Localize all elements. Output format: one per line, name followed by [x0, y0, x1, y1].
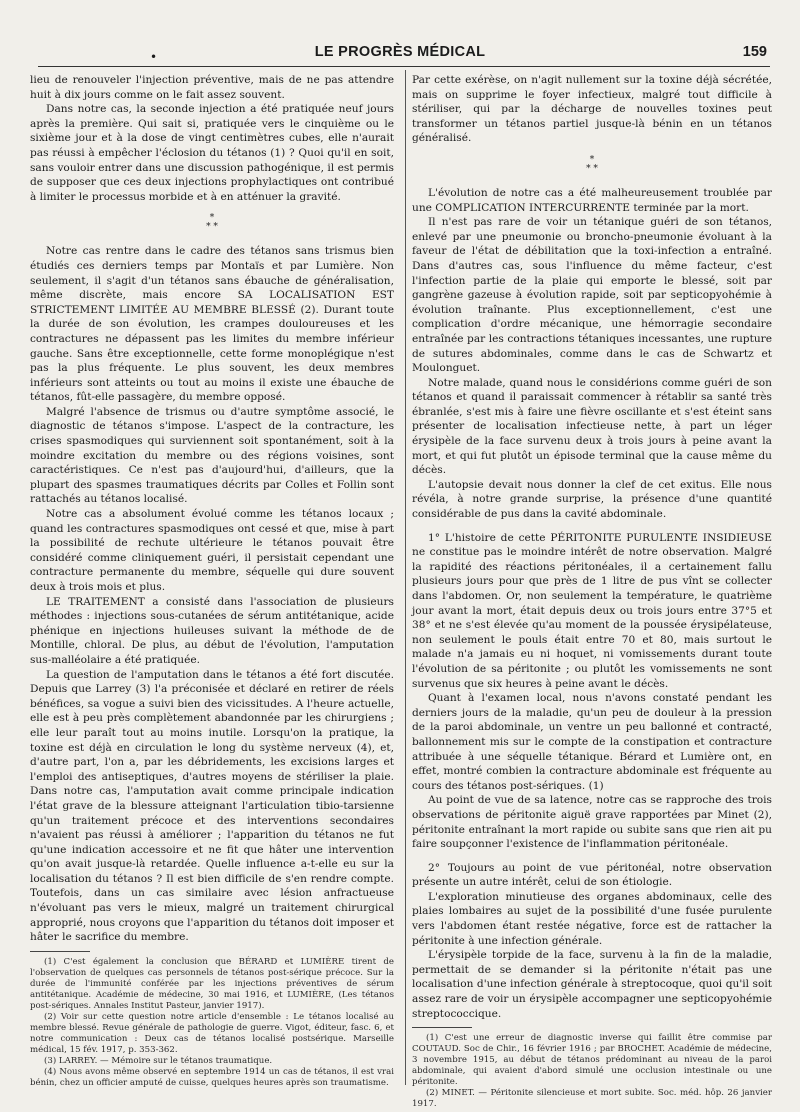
- paragraph: Par cette exérèse, on n'agit nullement sur la toxine déjà sécrétée, mais on supprime le foyer infectieux, malgré tout difficile à stériliser, qui par la décharge de nouvelles toxines peut transformer un tétanos partiel jusque-là bénin en un tétanos généralisé.: [412, 74, 772, 145]
- section-gap: [412, 522, 772, 531]
- left-column: [30, 73, 394, 1098]
- paragraph: 1° L'histoire de cette PÉRITONITE PURULENTE INSIDIEUSE ne constitue pas le moindre intérêt de notre observation. Malgré la rapidité des réactions péritonéales, il a certainement fallu plusieurs jours pour que près de 1 litre de pus vînt se collecter dans l'abdomen. Or, non seulement la température, le quatrième jour avant la mort, était depuis deux ou trois jours entre 37°5 et 38° et ne s'est élevée qu'au moment de la poussée érysipélateuse, non seulement le pouls était entre 70 et 80, mais surtout le malade n'a jamais eu ni hoquet, ni vomissements durant toute l'évolution de sa péritonite ; ou plutôt les vomissements ne sont survenus que six heures à peine avant le décès.: [412, 531, 772, 690]
- page-number: 159: [742, 44, 767, 60]
- paragraph: LE TRAITEMENT a consisté dans l'association de plusieurs méthodes : injections sous-cutanées de sérum antitétanique, acide phénique en injections huileuses suivant la méthode de de Montille, chloral. De plus, au début de l'évolution, l'amputation sus-malléolaire a été pratiquée.: [30, 595, 394, 666]
- paragraph: Notre cas a absolument évolué comme les tétanos locaux ; quand les contractures spasmodiques ont cessé et que, mise à part la possibilité de rechute ultérieure le tétanos pouvait être considéré comme cliniquement guéri, il persistait cependant une contracture permanente du membre, séquelle qui dure souvent deux à trois mois et plus.: [30, 508, 394, 593]
- paragraph: Dans notre cas, la seconde injection a été pratiquée neuf jours après la première. Qui sait si, pratiquée vers le cinquième ou le sixième jour et à la dose de vingt centimètres cubes, elle n'aurait pas réussi à empêcher l'éclosion du tétanos (1) ? Quoi qu'il en soit, sans vouloir entrer dans une discussion pathogénique, il est permis de supposer que ces deux injections prophylactiques ont contribué à limiter le processus morbide et à en atténuer la gravité.: [30, 103, 394, 203]
- paragraph: Au point de vue de sa latence, notre cas se rapproche des trois observations de péritonite aiguë grave rapportées par Minet (2), péritonite entraînant la mort rapide ou subite sans que rien ait pu faire soupçonner l'existence de l'inflammation péritonéale.: [412, 794, 772, 851]
- footnote: (1) C'est également la conclusion que BÉRARD et LUMIÈRE tirent de l'observation de quelques cas personnels de tétanos post-sérique précoce. Sur la durée de l'immunité conférée par les injections préventives de sérum antitétanique. Académie de médecine, 30 mai 1916, et LUMIÈRE, (Les tétanos post-sériques. Annales Institut Pasteur, janvier 1917).: [30, 956, 394, 1011]
- section-separator: [30, 214, 394, 232]
- paragraph: Il n'est pas rare de voir un tétanique guéri de son tétanos, enlevé par une pneumonie ou broncho-pneumonie évoluant à la faveur de l'état de débilitation que la toxi-infection a entraîné. Dans d'autres cas, sous l'influence du même facteur, c'est l'infection partie de la plaie qui emporte le blessé, soit par gangrène gazeuse à évolution rapide, soit par septicopyohémie à évolution traînante. Plus exceptionnellement, c'est une complication d'ordre mécanique, une hémorragie secondaire entraînée par les contractions tétaniques incessantes, une rupture de sutures abdominales, comme dans le cas de Schwartz et Moulonguet.: [412, 216, 772, 375]
- header-dot: •: [150, 50, 158, 64]
- paragraph: Notre malade, quand nous le considérions comme guéri de son tétanos et quand il paraissait commencer à rétablir sa santé très ébranlée, s'est mis à faire une fièvre oscillante et s'est éteint sans présenter de localisation infectieuse nette, à part un léger érysipèle de la face survenu deux à trois jours à peine avant la mort, et qui fut plutôt un épisode terminal que la cause même du décès.: [412, 376, 772, 477]
- paragraph: lieu de renouveler l'injection préventive, mais de ne pas attendre huit à dix jours comme on le fait assez souvent.: [30, 74, 394, 101]
- header-rule: [38, 66, 770, 67]
- footnote-rule: [30, 951, 90, 952]
- paragraph: Malgré l'absence de trismus ou d'autre symptôme associé, le diagnostic de tétanos s'impose. L'aspect de la contracture, les crises spasmodiques qui surviennent soit spontanément, soit à la moindre excitation du membre ou des régions voisines, sont caractéristiques. Ce n'est pas d'aujourd'hui, d'ailleurs, que la plupart des spasmes traumatiques décrits par Colles et Follin sont rattachés au tétanos localisé.: [30, 405, 394, 506]
- separator-star: *: [209, 213, 215, 224]
- footnote: (2) Voir sur cette question notre article d'ensemble : Le tétanos localisé au membre blessé. Revue générale de pathologie de guerre. Vigot, éditeur, fasc. 6, et notre communication : Deux cas de tétanos localisé postsérique. Marseille médical, 15 fév. 1917, p. 353-362.: [30, 1011, 394, 1055]
- journal-title: LE PROGRÈS MÉDICAL: [314, 44, 486, 60]
- footnote: (2) MINET. — Péritonite silencieuse et mort subite. Soc. méd. hôp. 26 janvier 1917.: [412, 1088, 772, 1110]
- section-gap: [412, 852, 772, 861]
- paragraph: L'exploration minutieuse des organes abdominaux, celle des plaies lombaires au sujet de la possibilité d'une fusée purulente vers l'abdomen étant restée négative, force est de rattacher la péritonite à une infection générale.: [412, 890, 772, 947]
- separator-star: *: [589, 154, 595, 165]
- separator-stars: * *: [206, 222, 218, 233]
- paragraph: La question de l'amputation dans le tétanos a été fort discutée. Depuis que Larrey (3) l'a préconisée et déclaré en retirer de réels bénéfices, sa vogue a suivi bien des vicissitudes. A l'heure actuelle, elle est à peu près complètement abandonnée par les chirurgiens ; elle leur paraît tout au moins inutile. Lorsqu'on la pratique, la toxine est déjà en circulation le long du système nerveux (4), et, d'autre part, l'on a, par les débridements, les excisions larges et l'emploi des antiseptiques, d'autres moyens de stériliser la plaie. Dans notre cas, l'amputation avait comme principale indication l'état grave de la blessure atteignant l'articulation tibio-tarsienne qu'un traitement précoce et des interventions secondaires n'avaient pas réussi à améliorer ; l'apparition du tétanos ne fut qu'une indication accessoire et ne fit que hâter une intervention qu'on avait jusque-là retardée. Quelle influence a-t-elle eu sur la localisation du tétanos ? Il est bien difficile de s'en rendre compte. Toutefois, dans un cas similaire avec lésion anfractueuse n'évoluant pas vers le mieux, malgré un traitement chirurgical approprié, nous croyons que l'apparition du tétanos doit imposer et hâter le sacrifice du membre.: [30, 668, 394, 944]
- paragraph: Quant à l'examen local, nous n'avons constaté pendant les derniers jours de la maladie, qu'un peu de douleur à la pression de la paroi abdominale, un ventre un peu ballonné et contracté, ballonnement mis sur le compte de la constipation et contracture attribuée à une séquelle tétanique. Bérard et Lumière ont, en effet, montré combien la contracture abdominale est fréquente au cours des tétanos post-sériques. (1): [412, 692, 772, 792]
- right-column: [412, 73, 772, 1110]
- paragraph: L'érysipèle torpide de la face, survenu à la fin de la maladie, permettait de se demander si la péritonite n'était pas une localisation d'une infection générale à streptocoque, quoi qu'il soit assez rare de voir un érysipèle accompagner une septicopyohémie streptococcique.: [412, 949, 772, 1020]
- paragraph: L'évolution de notre cas a été malheureusement troublée par une COMPLICATION INTERCURRENTE terminée par la mort.: [412, 186, 772, 214]
- footnote-rule: [412, 1027, 472, 1028]
- section-separator: [412, 156, 772, 174]
- footnote: (1) C'est une erreur de diagnostic inverse qui faillit être commise par COUTAUD. Soc de Chir., 16 février 1916 ; par BROCHET. Académie de médecine, 3 novembre 1915, au début de tétanos prédominant au niveau de la paroi abdominale, qui avaient d'abord simulé une occlusion intestinale ou une péritonite.: [412, 1033, 772, 1088]
- paragraph: L'autopsie devait nous donner la clef de cet exitus. Elle nous révéla, à notre grande surprise, la présence d'une quantité considérable de pus dans la cavité abdominale.: [412, 478, 772, 521]
- paragraph: 2° Toujours au point de vue péritonéal, notre observation présente un autre intérêt, celui de son étiologie.: [412, 861, 772, 889]
- footnote: (4) Nous avons même observé en septembre 1914 un cas de tétanos, il est vrai bénin, chez un officier amputé de cuisse, quelques heures après son traumatisme.: [30, 1066, 394, 1088]
- footnote: (3) LARREY. — Mémoire sur le tétanos traumatique.: [44, 1055, 273, 1066]
- column-divider: [405, 70, 406, 1085]
- separator-stars: * *: [586, 163, 598, 174]
- paragraph: Notre cas rentre dans le cadre des tétanos sans trismus bien étudiés ces derniers temps par Montaïs et par Lumière. Non seulement, il s'agit d'un tétanos sans ébauche de généralisation, même discrète, mais encore SA LOCALISATION EST STRICTEMENT LIMITÉE AU MEMBRE BLESSÉ (2). Durant toute la durée de son évolution, les crampes douloureuses et les contractures ne dépassent pas les limites du membre inférieur gauche. Sans être exceptionnelle, cette forme monoplégique n'est pas la plus fréquente. Le plus souvent, les deux membres inférieurs sont atteints ou tout au moins il existe une ébauche de tétanos, fût-elle passagère, du membre opposé.: [30, 245, 394, 404]
